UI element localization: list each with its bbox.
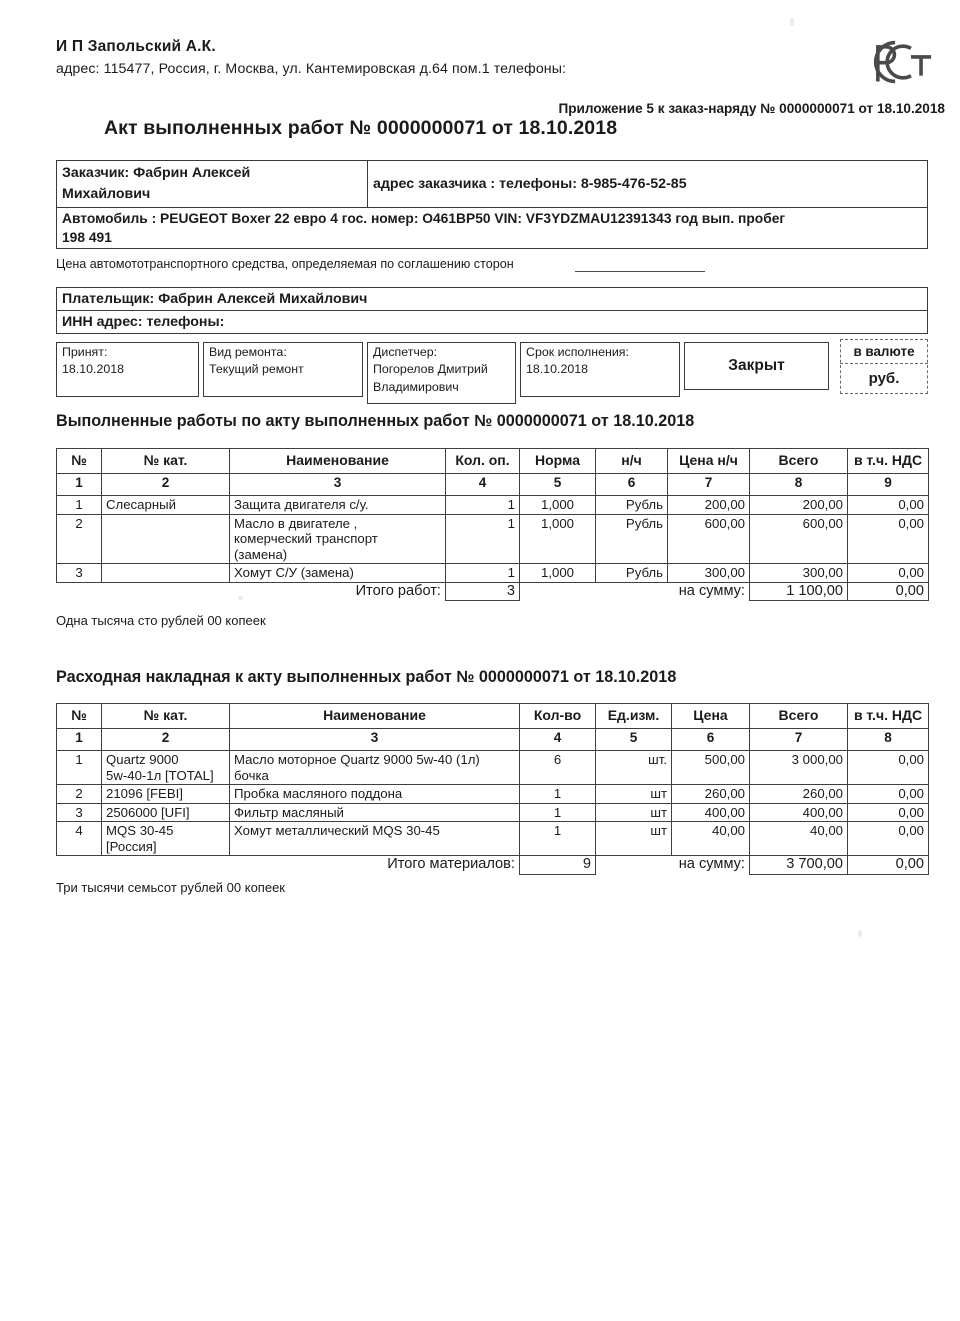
materials-col-price: Цена xyxy=(672,704,750,729)
works-total-label: Итого работ: xyxy=(355,582,441,599)
works-colnum-5: 5 xyxy=(520,474,596,496)
materials-sum-label: на сумму: xyxy=(678,856,745,872)
works-col-cat: № кат. xyxy=(102,449,230,474)
works-total-qty: 3 xyxy=(446,582,520,601)
materials-cell-no: 3 xyxy=(57,803,102,822)
works-cell-qty: 1 xyxy=(446,514,520,564)
materials-total-qty: 9 xyxy=(520,856,596,875)
materials-cell-no: 2 xyxy=(57,785,102,804)
table-row xyxy=(57,496,929,515)
materials-cell-cat: MQS 30-45 [Россия] xyxy=(102,822,230,856)
status-badge: Закрыт xyxy=(728,357,785,374)
works-cell-qty: 1 xyxy=(446,564,520,583)
works-table-body xyxy=(57,496,929,583)
works-cell-name: Защита двигателя с/у. xyxy=(230,496,446,515)
materials-cell-total: 260,00 xyxy=(750,785,848,804)
table-row xyxy=(57,822,929,856)
materials-colnum-2: 2 xyxy=(102,729,230,751)
works-cell-norm: 1,000 xyxy=(520,514,596,564)
materials-cell-cat: 21096 [FEBI] xyxy=(102,785,230,804)
works-cell-total: 200,00 xyxy=(750,496,848,515)
works-colnum-1: 1 xyxy=(57,474,102,496)
works-cell-price: 600,00 xyxy=(668,514,750,564)
works-column-number-row xyxy=(57,474,929,496)
materials-cell-qty: 1 xyxy=(520,803,596,822)
materials-colnum-1: 1 xyxy=(57,729,102,751)
materials-col-no: № xyxy=(57,704,102,729)
rst-certification-logo xyxy=(862,38,934,86)
materials-colnum-7: 7 xyxy=(750,729,848,751)
table-row xyxy=(57,564,929,583)
works-cell-name: Масло в двигателе , комерческий транспорт (замена) xyxy=(230,514,446,564)
materials-cell-cat: 2506000 [UFI] xyxy=(102,803,230,822)
repair-type-label: Вид ремонта: xyxy=(209,345,287,359)
works-cell-total: 600,00 xyxy=(750,514,848,564)
materials-cell-unit: шт xyxy=(596,803,672,822)
prilozhenie-line: Приложение 5 к заказ-наряду № 0000000071 от 18.10.2018 xyxy=(558,101,945,116)
works-cell-no: 2 xyxy=(57,514,102,564)
works-table xyxy=(56,448,929,601)
materials-cell-price: 40,00 xyxy=(672,822,750,856)
materials-section-title: Расходная накладная к акту выполненных работ № 0000000071 от 18.10.2018 xyxy=(56,668,677,686)
currency-box-separator xyxy=(840,363,928,364)
works-cell-no: 3 xyxy=(57,564,102,583)
materials-cell-vat: 0,00 xyxy=(848,751,929,785)
works-cell-vat: 0,00 xyxy=(848,496,929,515)
works-table-foot xyxy=(57,582,929,601)
materials-cell-price: 400,00 xyxy=(672,803,750,822)
materials-cell-vat: 0,00 xyxy=(848,822,929,856)
organization-address: адрес: 115477, Россия, г. Москва, ул. Кантемировская д.64 пом.1 телефоны: xyxy=(56,61,567,77)
accepted-label: Принят: xyxy=(62,345,108,359)
materials-cell-qty: 1 xyxy=(520,785,596,804)
works-header-row xyxy=(57,449,929,474)
materials-cell-total: 3 000,00 xyxy=(750,751,848,785)
materials-cell-name: Фильтр масляный xyxy=(230,803,520,822)
materials-cell-total: 40,00 xyxy=(750,822,848,856)
vehicle-line-2: 198 491 xyxy=(62,230,112,245)
materials-table xyxy=(56,703,929,875)
works-col-unit: н/ч xyxy=(596,449,668,474)
price-agreement-note: Цена автомототранспортного средства, определяемая по соглашению сторон xyxy=(56,257,514,271)
materials-cell-qty: 1 xyxy=(520,822,596,856)
materials-cell-price: 500,00 xyxy=(672,751,750,785)
works-col-vat: в т.ч. НДС xyxy=(848,449,929,474)
works-cell-unit: Рубль xyxy=(596,514,668,564)
works-cell-price: 200,00 xyxy=(668,496,750,515)
works-cell-unit: Рубль xyxy=(596,496,668,515)
accepted-value: 18.10.2018 xyxy=(62,362,125,376)
table-row xyxy=(57,514,929,564)
materials-cell-vat: 0,00 xyxy=(848,785,929,804)
materials-table-foot xyxy=(57,856,929,875)
works-cell-qty: 1 xyxy=(446,496,520,515)
works-cell-cat: Слесарный xyxy=(102,496,230,515)
materials-column-number-row xyxy=(57,729,929,751)
works-cell-cat xyxy=(102,514,230,564)
materials-total-vat: 0,00 xyxy=(848,856,929,875)
customer-box-divider xyxy=(367,160,368,208)
materials-cell-price: 260,00 xyxy=(672,785,750,804)
works-total-vat: 0,00 xyxy=(848,582,929,601)
currency-label: в валюте xyxy=(853,344,915,359)
dispatcher-value-line1: Погорелов Дмитрий xyxy=(373,362,488,376)
works-cell-total: 300,00 xyxy=(750,564,848,583)
customer-name-line2: Михайлович xyxy=(62,186,151,202)
works-cell-name: Хомут С/У (замена) xyxy=(230,564,446,583)
works-colnum-7: 7 xyxy=(668,474,750,496)
materials-total-sum: 3 700,00 xyxy=(750,856,848,875)
table-row xyxy=(57,751,929,785)
due-date-label: Срок исполнения: xyxy=(526,345,629,359)
works-cell-norm: 1,000 xyxy=(520,496,596,515)
materials-colnum-3: 3 xyxy=(230,729,520,751)
materials-colnum-8: 8 xyxy=(848,729,929,751)
works-col-total: Всего xyxy=(750,449,848,474)
works-cell-vat: 0,00 xyxy=(848,564,929,583)
payer-inn-line: ИНН адрес: телефоны: xyxy=(62,314,225,330)
materials-amount-in-words: Три тысячи семьсот рублей 00 копеек xyxy=(56,880,285,895)
payer-line: Плательщик: Фабрин Алексей Михайлович xyxy=(62,291,368,307)
table-row xyxy=(57,803,929,822)
materials-colnum-5: 5 xyxy=(596,729,672,751)
materials-col-vat: в т.ч. НДС xyxy=(848,704,929,729)
materials-colnum-6: 6 xyxy=(672,729,750,751)
works-col-name: Наименование xyxy=(230,449,446,474)
materials-col-cat: № кат. xyxy=(102,704,230,729)
customer-name-line1: Заказчик: Фабрин Алексей xyxy=(62,165,251,181)
works-colnum-3: 3 xyxy=(230,474,446,496)
works-colnum-9: 9 xyxy=(848,474,929,496)
works-colnum-2: 2 xyxy=(102,474,230,496)
materials-cell-total: 400,00 xyxy=(750,803,848,822)
materials-total-label: Итого материалов: xyxy=(387,856,515,872)
materials-col-unit: Ед.изм. xyxy=(596,704,672,729)
works-cell-price: 300,00 xyxy=(668,564,750,583)
works-colnum-8: 8 xyxy=(750,474,848,496)
due-date-value: 18.10.2018 xyxy=(526,362,589,376)
currency-value: руб. xyxy=(868,370,900,387)
works-cell-vat: 0,00 xyxy=(848,514,929,564)
materials-colnum-4: 4 xyxy=(520,729,596,751)
dispatcher-value-line2: Владимирович xyxy=(373,380,459,394)
materials-total-row xyxy=(57,856,929,875)
materials-cell-name: Хомут металлический MQS 30-45 xyxy=(230,822,520,856)
page-title: Акт выполненных работ № 0000000071 от 18.10.2018 xyxy=(104,117,618,139)
works-cell-no: 1 xyxy=(57,496,102,515)
works-col-no: № xyxy=(57,449,102,474)
vehicle-line-1: Автомобиль : PEUGEOT Boxer 22 евро 4 гос. номер: O461BP50 VIN: VF3YDZMAU12391343 год вып. пробег xyxy=(62,211,786,226)
works-total-sum: 1 100,00 xyxy=(750,582,848,601)
works-total-row xyxy=(57,582,929,601)
materials-table-body xyxy=(57,751,929,856)
repair-type-value: Текущий ремонт xyxy=(209,362,304,376)
works-colnum-6: 6 xyxy=(596,474,668,496)
table-row xyxy=(57,785,929,804)
materials-cell-no: 4 xyxy=(57,822,102,856)
works-colnum-4: 4 xyxy=(446,474,520,496)
materials-cell-cat: Quartz 9000 5w-40-1л [TOTAL] xyxy=(102,751,230,785)
materials-cell-name: Масло моторное Quartz 9000 5w-40 (1л) бочка xyxy=(230,751,520,785)
works-cell-cat xyxy=(102,564,230,583)
customer-address-phone: адрес заказчика : телефоны: 8-985-476-52-85 xyxy=(373,176,687,192)
organization-name: И П Запольский А.К. xyxy=(56,38,216,55)
works-sum-label: на сумму: xyxy=(678,582,745,599)
materials-cell-unit: шт xyxy=(596,785,672,804)
materials-cell-no: 1 xyxy=(57,751,102,785)
materials-col-total: Всего xyxy=(750,704,848,729)
works-cell-norm: 1,000 xyxy=(520,564,596,583)
materials-col-name: Наименование xyxy=(230,704,520,729)
works-section-title: Выполненные работы по акту выполненных работ № 0000000071 от 18.10.2018 xyxy=(56,412,695,430)
materials-col-qty: Кол-во xyxy=(520,704,596,729)
works-cell-unit: Рубль xyxy=(596,564,668,583)
works-amount-in-words: Одна тысяча сто рублей 00 копеек xyxy=(56,613,266,628)
materials-cell-vat: 0,00 xyxy=(848,803,929,822)
materials-cell-unit: шт xyxy=(596,822,672,856)
works-col-price: Цена н/ч xyxy=(668,449,750,474)
works-col-norm: Норма xyxy=(520,449,596,474)
materials-header-row xyxy=(57,704,929,729)
works-col-qty: Кол. оп. xyxy=(446,449,520,474)
dispatcher-label: Диспетчер: xyxy=(373,345,438,359)
price-agreement-blank-rule xyxy=(575,271,705,272)
materials-cell-name: Пробка масляного поддона xyxy=(230,785,520,804)
materials-cell-qty: 6 xyxy=(520,751,596,785)
materials-cell-unit: шт. xyxy=(596,751,672,785)
